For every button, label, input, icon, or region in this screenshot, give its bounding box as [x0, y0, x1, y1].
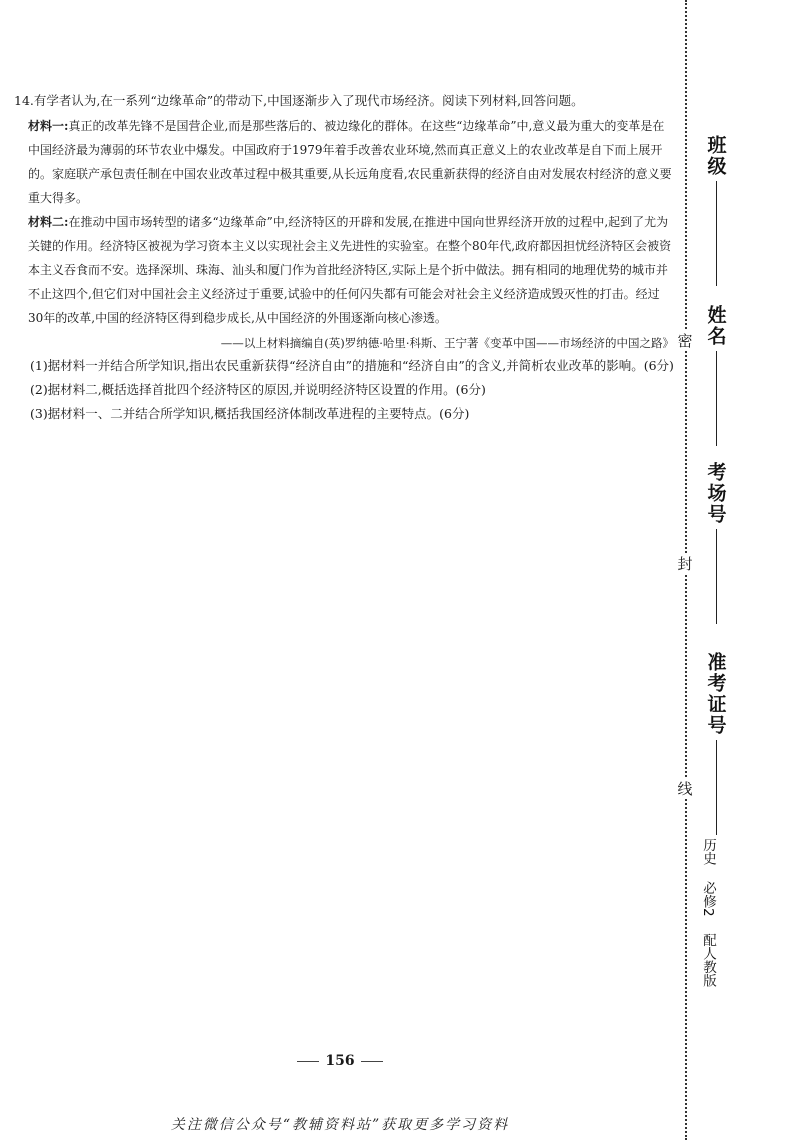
page-number — [0, 1053, 680, 1069]
class-field — [696, 135, 736, 286]
exam-room-label: 考场号 — [704, 462, 727, 525]
material-source: ——以上材料摘编自(英)罗纳德·哈里·科斯、王宁著《变革中国——市场经济的中国之路》 — [220, 336, 674, 350]
subject-info — [698, 838, 718, 999]
seal-xian: 线 — [677, 780, 693, 798]
material-1-label: 材料一: — [28, 119, 69, 133]
volume: 必修2 — [700, 881, 716, 917]
exam-room-line[interactable] — [716, 529, 717, 624]
material-2 — [14, 210, 674, 330]
name-label: 姓名 — [704, 305, 727, 347]
page-number-text: 156 — [325, 1053, 355, 1069]
material-1-text: 真正的改革先锋不是国营企业,而是那些落后的、被边缘化的群体。在这些“边缘革命”中,意义最为重大的变革是在中国经济最为薄弱的环节农业中爆发。中国政府于1979年着手改善农业环境,然而真正意义上的农业改革是自下而上展开的。家庭联产承包责任制在中国农业改革过程中极其重要,从长远角度看,农民重新获得的经济自由对发展农村经济的意义要重大得多。 — [28, 119, 672, 205]
sub-question-3: (3)据材料一、二并结合所学知识,概括我国经济体制改革进程的主要特点。(6分) — [30, 406, 470, 421]
seal-mi: 密 — [677, 332, 693, 350]
class-line[interactable] — [716, 181, 717, 286]
material-2-text: 在推动中国市场转型的诸多“边缘革命”中,经济特区的开辟和发展,在推进中国向世界经济开放的过程中,起到了尤为关键的作用。经济特区被视为学习资本主义以实现社会主义先进性的实验室。在整个80年代,政府都因担忧经济特区会被资本主义吞食而不安。选择深圳、珠海、汕头和厦门作为首批经济特区,实际上是个折中做法。拥有相同的地理优势的城市并不止这四个,但它们对中国社会主义经济过于重要,试验中的任何闪失都有可能会对社会主义经济造成毁灭性的打击。经过30年的改革,中国的经济特区得到稳步成长,从中国经济的外围逐渐向核心渗透。 — [28, 215, 672, 325]
class-label: 班级 — [704, 135, 727, 177]
name-field — [696, 305, 736, 446]
seal-feng: 封 — [677, 555, 693, 573]
exam-id-line[interactable] — [716, 740, 717, 835]
exam-id-label: 准考证号 — [704, 652, 727, 736]
question-area — [14, 90, 674, 426]
dash-left — [297, 1061, 319, 1062]
dash-right — [361, 1061, 383, 1062]
question-stem: 14.有学者认为,在一系列“边缘革命”的带动下,中国逐渐步入了现代市场经济。阅读下列材料,回答问题。 — [14, 93, 584, 108]
exam-room-field — [696, 462, 736, 624]
sub-question-1: (1)据材料一并结合所学知识,指出农民重新获得“经济自由”的措施和“经济自由”的含义,并简析农业改革的影响。(6分) — [30, 358, 674, 373]
material-2-label: 材料二: — [28, 215, 69, 229]
sub-question-2: (2)据材料二,概括选择首批四个经济特区的原因,并说明经济特区设置的作用。(6分) — [30, 382, 486, 397]
footer-note: 关注微信公众号“教辅资料站”获取更多学习资料 — [170, 1117, 510, 1133]
material-1 — [14, 114, 674, 210]
subject: 历史 — [700, 838, 716, 865]
edition: 配人教版 — [700, 933, 716, 988]
name-line[interactable] — [716, 351, 717, 446]
exam-id-field — [696, 652, 736, 835]
